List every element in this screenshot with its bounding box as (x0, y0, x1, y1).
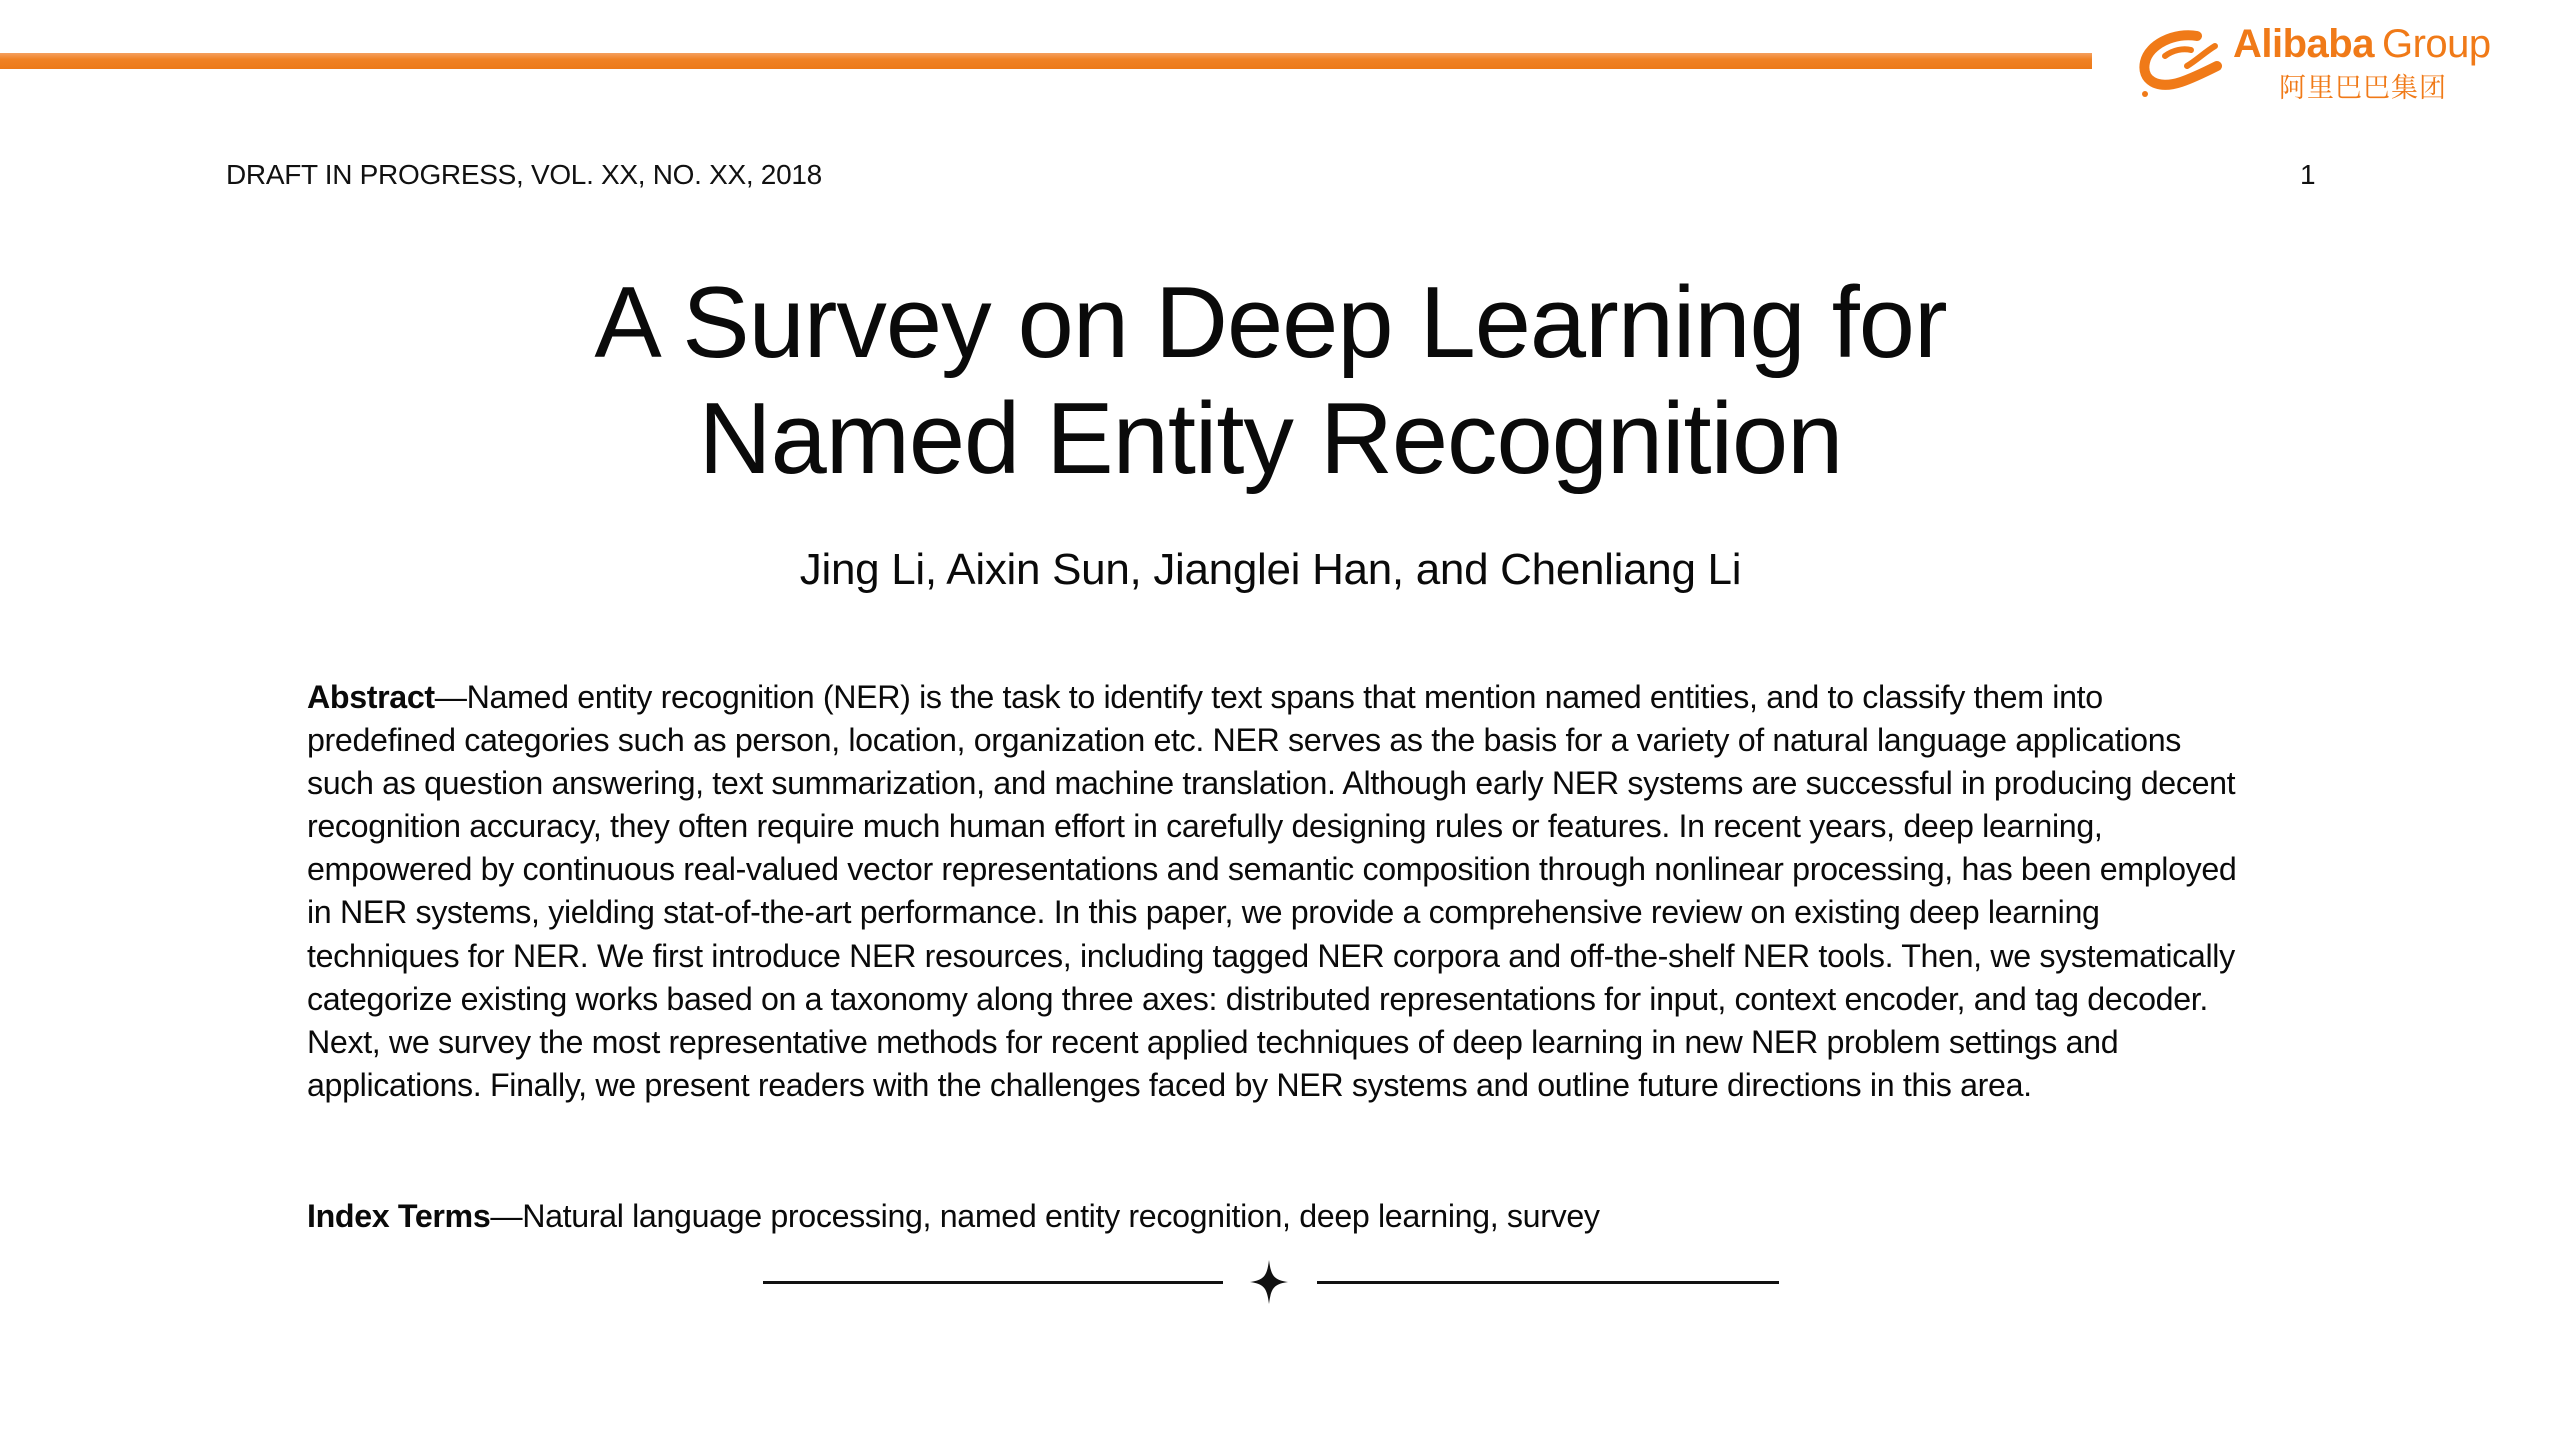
abstract (307, 676, 2247, 1107)
running-head: DRAFT IN PROGRESS, VOL. XX, NO. XX, 2018 (226, 159, 822, 190)
alibaba-smile-logo-icon (2135, 22, 2245, 102)
separator-line-left (763, 1281, 1223, 1284)
header-accent-bar (0, 53, 2092, 69)
brand-name-text: Alibaba (2233, 22, 2374, 66)
title-line-1: A Survey on Deep Learning for (594, 267, 1947, 379)
abstract-label: Abstract (307, 679, 435, 715)
abstract-text: —Named entity recognition (NER) is the task to identify text spans that mention named entities, and to classify them into predefined categories such as person, location, organization etc. NER serves as the basis for a variety of natural language applications such as question answering, text summarization, and machine translation. Although early NER systems are successful in producing decent recognition accuracy, they often require much human effort in carefully designing rules or features. In recent years, deep learning, empowered by continuous real-valued vector representations and semantic composition through nonlinear processing, has been employed in NER systems, yielding stat-of-the-art performance. In this paper, we provide a comprehensive review on existing deep learning techniques for NER. We first introduce NER resources, including tagged NER corpora and off-the-shelf NER tools. Then, we systematically categorize existing works based on a taxonomy along three axes: distributed representations for input, context encoder, and tag decoder. Next, we survey the most representative methods for recent applied techniques of deep learning in new NER problem settings and applications. Finally, we present readers with the challenges faced by NER systems and outline future directions in this area. (307, 679, 2237, 1103)
index-terms-text: —Natural language processing, named entity recognition, deep learning, survey (490, 1198, 1600, 1234)
page-number: 1 (2300, 159, 2316, 190)
brand-chinese-name: 阿里巴巴集团 (2279, 73, 2447, 104)
title-line-2: Named Entity Recognition (698, 383, 1843, 495)
brand-group-text: Group (2381, 22, 2491, 66)
separator-line-right (1317, 1281, 1779, 1284)
author-list: Jing Li, Aixin Sun, Jianglei Han, and Chenliang Li (799, 545, 1742, 594)
index-terms (307, 1195, 2247, 1238)
four-point-star-icon (1248, 1258, 1290, 1306)
alibaba-group-logo (2135, 14, 2555, 104)
brand-name (2233, 22, 2491, 67)
index-terms-label: Index Terms (307, 1198, 491, 1234)
paper-title (0, 265, 2541, 497)
